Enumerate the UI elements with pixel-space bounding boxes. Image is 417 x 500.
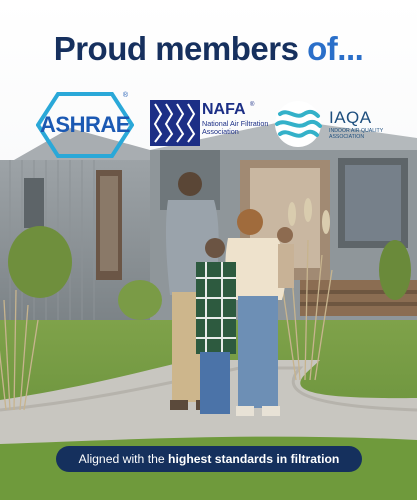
nafa-name: NAFA (202, 101, 246, 118)
nafa-subtitle: National Air Filtration Association (202, 119, 269, 137)
iaqa-air-swirl-icon (274, 100, 322, 148)
banner-highlight: highest standards in filtration (168, 452, 340, 466)
nafa-pleated-filter-icon (150, 100, 200, 146)
standards-banner (56, 446, 362, 472)
nafa-logo (150, 100, 270, 152)
title-main: Proud members (53, 30, 308, 67)
page-title (0, 30, 417, 68)
ashrae-registered-mark: ® (122, 92, 128, 99)
title-accent: of... (307, 30, 364, 67)
iaqa-logo (274, 100, 394, 150)
nafa-registered-mark: ® (250, 102, 255, 108)
iaqa-subtitle: INDOOR AIR QUALITY ASSOCIATION (329, 128, 384, 141)
ashrae-name: ASHRAE (40, 112, 130, 137)
iaqa-name: IAQA (329, 108, 372, 127)
ashrae-logo (36, 92, 134, 158)
banner-prefix: Aligned with the (78, 452, 169, 466)
